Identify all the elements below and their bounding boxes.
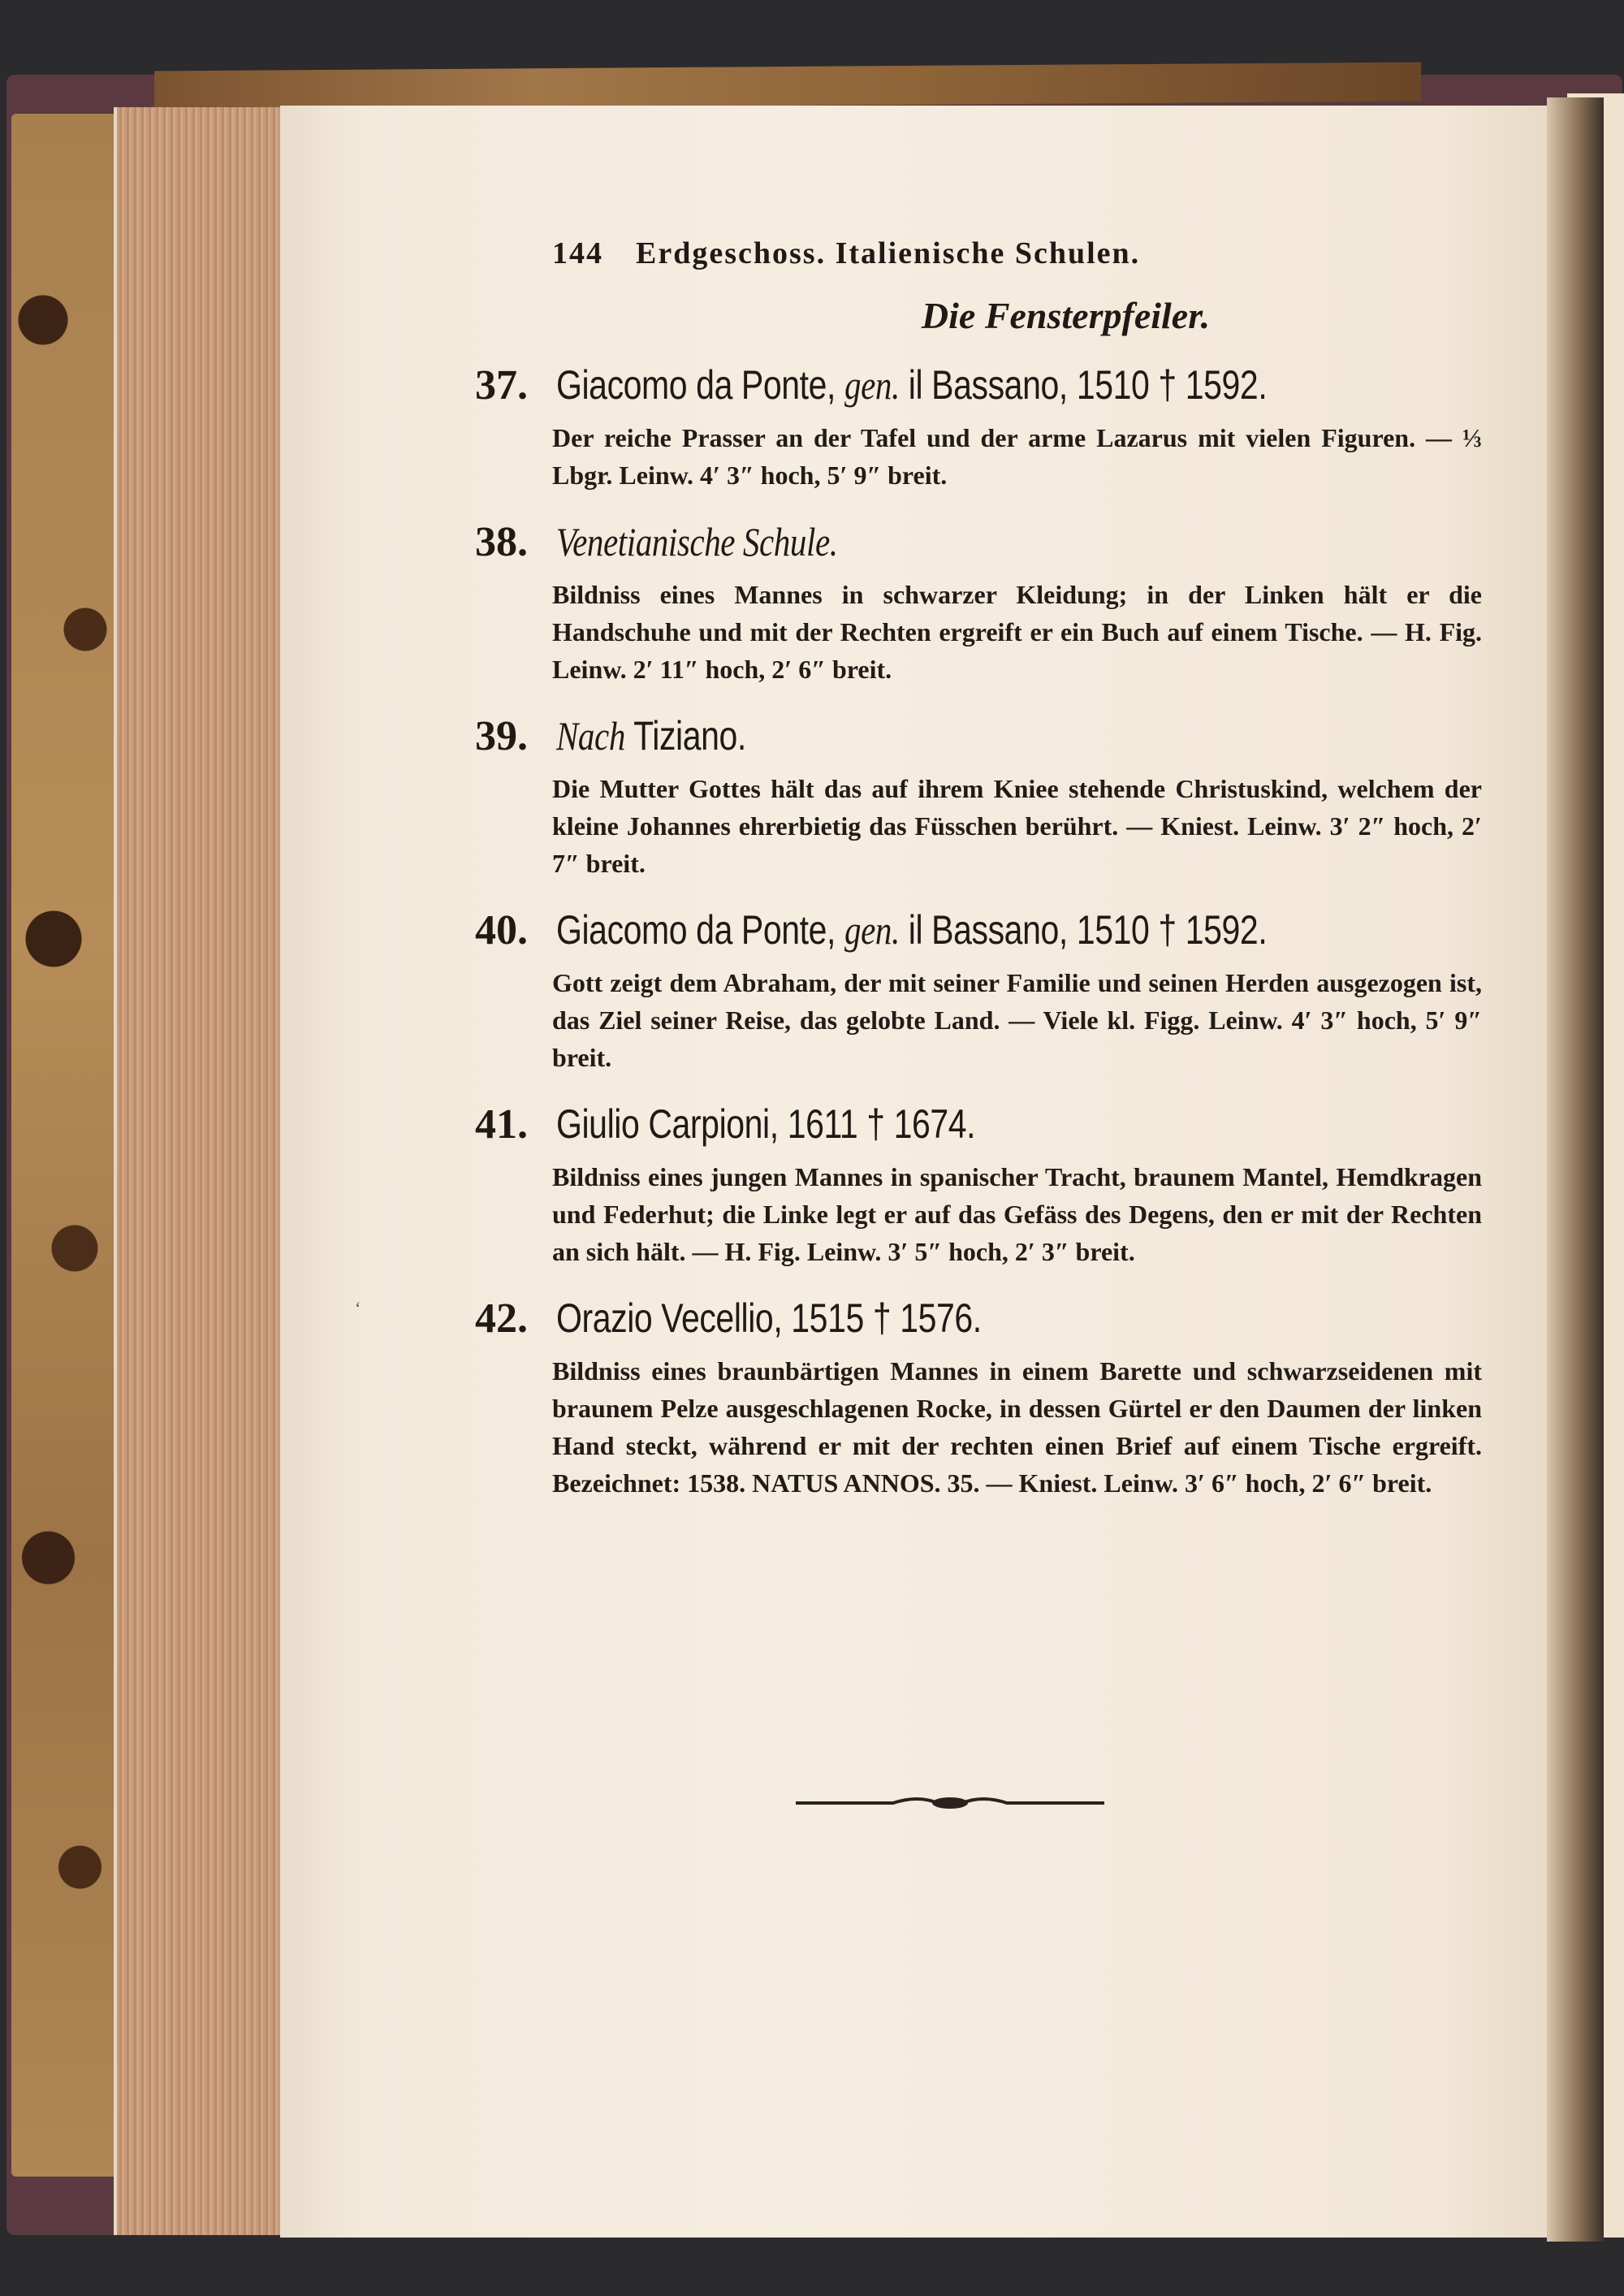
running-head (552, 236, 1482, 271)
page-gutter (1547, 97, 1604, 2242)
entry-description: Bildniss eines jungen Mannes in spanischer Tracht, braunem Mantel, Hemdkragen und Federhut; die Linke legt er auf das Gefäss des Degens, den er mit der Rechten an sich hält. — H. Fig. Leinw. 3′ 5″ hoch, 2′ 3″ breit. (552, 1162, 1482, 1266)
artist-dates: il Bassano, 1510 † 1592. (899, 907, 1268, 953)
attribution-prefix: Nach (556, 713, 625, 759)
gen-abbrev: gen. (844, 907, 900, 953)
catalog-entry-41 (475, 1100, 1482, 1270)
entry-heading (475, 518, 1482, 566)
entry-heading (475, 906, 1482, 954)
entry-number: 39. (475, 713, 528, 759)
artist-name: Tiziano. (624, 713, 746, 759)
school-name: Venetianische Schule. (556, 519, 838, 564)
entry-heading (475, 361, 1482, 409)
entry-description: Bildniss eines Mannes in schwarzer Kleidung; in der Linken hält er die Handschuhe und mit der Rechten ergreift er ein Buch auf einem Tische. — H. Fig. Leinw. 2′ 11″ hoch, 2′ 6″ breit. (552, 580, 1482, 684)
page-content (475, 236, 1482, 1502)
entry-number: 37. (475, 362, 528, 409)
section-title: Die Fensterpfeiler. (921, 295, 1211, 336)
entry-title (556, 1100, 975, 1148)
catalog-entry-37 (475, 361, 1482, 494)
page-number: 144 (552, 236, 603, 270)
ornament-divider (796, 1791, 1104, 1815)
artist-name: Orazio Vecellio, 1515 † 1576. (556, 1295, 982, 1341)
entry-title (556, 712, 746, 759)
entry-title (556, 1295, 982, 1342)
running-head-title: Erdgeschoss. Italienische Schulen. (636, 236, 1141, 270)
entry-description: Gott zeigt dem Abraham, der mit seiner Familie und seinen Herden ausgezogen ist, das Ziel seiner Reise, das gelobte Land. — Viele kl. Figg. Leinw. 4′ 3″ hoch, 5′ 9″ breit. (552, 968, 1482, 1072)
pencil-mark: ‘ (355, 1298, 361, 1318)
entry-number: 41. (475, 1101, 528, 1148)
catalog-entry-38 (475, 518, 1482, 688)
artist-name: Giulio Carpioni, 1611 † 1674. (556, 1101, 976, 1147)
entry-description: Die Mutter Gottes hält das auf ihrem Kniee stehende Christuskind, welchem der kleine Johannes ehrerbietig das Füsschen berührt. — Kniest. Leinw. 3′ 2″ hoch, 2′ 7″ breit. (552, 774, 1482, 878)
entry-heading (475, 1295, 1482, 1343)
catalog-entry-42 (475, 1295, 1482, 1502)
entry-heading (475, 1100, 1482, 1148)
entry-title (556, 518, 838, 565)
marbled-board (11, 114, 117, 2177)
entry-number: 42. (475, 1295, 528, 1342)
entry-title (556, 361, 1267, 409)
entry-heading (475, 712, 1482, 760)
catalog-entry-39 (475, 712, 1482, 882)
entry-description: Bildniss eines braunbärtigen Mannes in einem Barette und schwarzseidenen mit braunem Pelze ausgeschlagenen Rocke, in dessen Gürtel er den Daumen der linken Hand steckt, während er mit der rechten einen Brief auf einem Tische ergreift. Bezeichnet: 1538. NATUS ANNOS. 35. — Kniest. Leinw. 3′ 6″ hoch, 2′ 6″ breit. (552, 1356, 1482, 1498)
entry-number: 40. (475, 907, 528, 953)
artist-dates: il Bassano, 1510 † 1592. (899, 362, 1268, 408)
entry-description: Der reiche Prasser an der Tafel und der arme Lazarus mit vielen Figuren. — ⅓ Lbgr. Leinw. 4′ 3″ hoch, 5′ 9″ breit. (552, 423, 1482, 490)
artist-name: Giacomo da Ponte, (556, 907, 844, 953)
artist-name: Giacomo da Ponte, (556, 362, 844, 408)
entry-title (556, 906, 1267, 953)
entry-number: 38. (475, 519, 528, 565)
gen-abbrev: gen. (844, 362, 900, 408)
catalog-entry-40 (475, 906, 1482, 1076)
